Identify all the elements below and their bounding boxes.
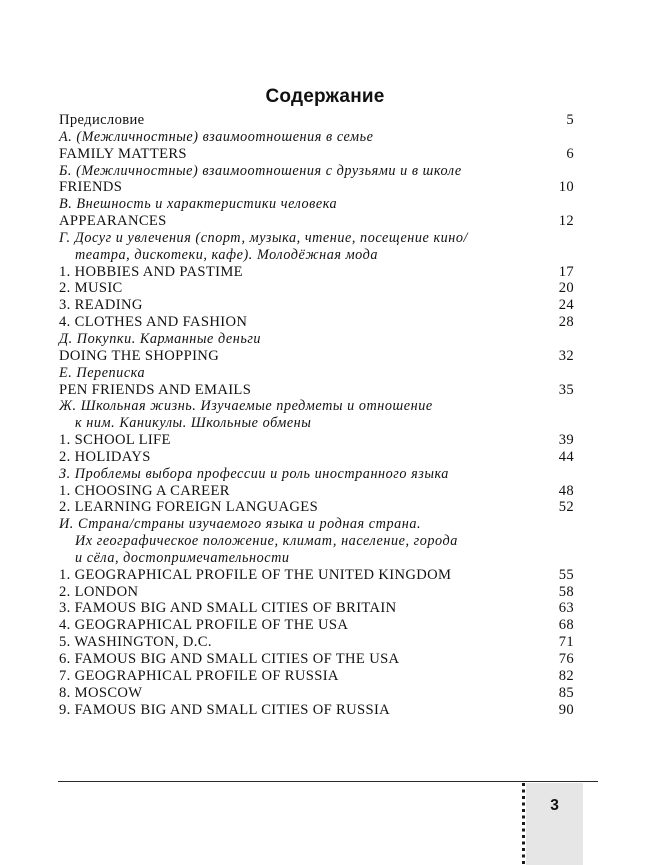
toc-entry-page-number: 32	[558, 347, 574, 364]
toc-entry	[59, 584, 574, 601]
toc-entry-page-number: 39	[558, 432, 574, 449]
toc-entry-label: А. (Межличностные) взаимоотношения в семье	[59, 128, 374, 145]
toc-entry-label: 4. CLOTHES AND FASHION	[59, 314, 248, 331]
toc-entry	[59, 348, 574, 365]
toc-entry-label: Г. Досуг и увлечения (спорт, музыка, чтение, посещение кино/	[59, 229, 469, 246]
toc-entry-label: Е. Переписка	[59, 364, 146, 381]
toc-entry	[59, 297, 574, 314]
toc-entry-label: Их географическое положение, климат, население, города	[75, 533, 458, 550]
page-number: 3	[550, 797, 559, 814]
toc-entry	[59, 466, 574, 483]
toc-entry-label: 9. FAMOUS BIG AND SMALL CITIES OF RUSSIA	[59, 701, 391, 718]
toc-entry-label: APPEARANCES	[59, 213, 167, 230]
toc-entry-page-number: 10	[558, 179, 574, 196]
toc-entry-label: FAMILY MATTERS	[59, 145, 187, 162]
toc-entry	[59, 264, 574, 281]
toc-entry-label: 1. SCHOOL LIFE	[59, 432, 171, 449]
toc-entry-page-number: 63	[558, 600, 574, 617]
toc-entry-label: Предисловие	[59, 112, 145, 128]
toc-entry	[59, 179, 574, 196]
toc-entry-label: 2. HOLIDAYS	[59, 448, 151, 465]
toc-entry-label: 7. GEOGRAPHICAL PROFILE OF RUSSIA	[59, 667, 339, 684]
toc-entry-label: 1. HOBBIES AND PASTIME	[59, 263, 243, 280]
toc-entry-page-number: 85	[558, 684, 574, 701]
toc-entry-page-number: 55	[558, 566, 574, 583]
toc-entry-label: 3. FAMOUS BIG AND SMALL CITIES OF BRITAIN	[59, 600, 397, 617]
dotted-line-decoration	[522, 783, 525, 865]
toc-entry	[59, 449, 574, 466]
toc-entry-label: Д. Покупки. Карманные деньги	[59, 330, 262, 347]
toc-entry-page-number: 17	[558, 263, 574, 280]
toc-entry-page-number: 28	[558, 314, 574, 331]
toc-entry-label: 3. READING	[59, 297, 143, 314]
toc-entry-page-number: 5	[566, 112, 574, 128]
toc-entry-label: 6. FAMOUS BIG AND SMALL CITIES OF THE USA	[59, 651, 400, 667]
toc-entry	[59, 146, 574, 163]
toc-entry	[59, 398, 574, 415]
toc-entry-label: театра, дискотеки, кафе). Молодёжная мода	[75, 246, 379, 263]
toc-entry-label: 8. MOSCOW	[59, 684, 143, 701]
page-title: Содержание	[265, 86, 385, 107]
toc-entry	[59, 112, 574, 129]
toc-entry	[59, 668, 574, 685]
table-of-contents-list	[59, 112, 574, 718]
toc-entry	[59, 533, 574, 550]
toc-entry-label: Б. (Межличностные) взаимоотношения с друзьями и в школе	[59, 162, 462, 179]
toc-entry	[59, 230, 574, 247]
toc-entry	[59, 129, 574, 146]
toc-entry-page-number: 52	[558, 499, 574, 516]
toc-entry-page-number: 20	[558, 280, 574, 297]
toc-entry	[59, 617, 574, 634]
toc-entry	[59, 382, 574, 399]
toc-entry-label: 2. MUSIC	[59, 280, 123, 297]
toc-entry-page-number: 90	[558, 701, 574, 718]
toc-entry-label: З. Проблемы выбора профессии и роль иностранного языка	[59, 465, 449, 482]
toc-entry	[59, 432, 574, 449]
toc-entry-label: 5. WASHINGTON, D.C.	[59, 634, 212, 651]
toc-entry	[59, 516, 574, 533]
toc-entry-label: 4. GEOGRAPHICAL PROFILE OF THE USA	[59, 617, 349, 634]
toc-entry-label: 1. GEOGRAPHICAL PROFILE OF THE UNITED KINGDOM	[59, 566, 452, 583]
toc-entry	[59, 314, 574, 331]
toc-entry	[59, 550, 574, 567]
toc-entry-page-number: 82	[558, 667, 574, 684]
toc-entry	[59, 702, 574, 719]
toc-entry	[59, 163, 574, 180]
toc-entry	[59, 365, 574, 382]
toc-entry-page-number: 35	[558, 381, 574, 398]
toc-entry-page-number: 76	[558, 651, 574, 667]
toc-entry	[59, 634, 574, 651]
toc-entry-label: FRIENDS	[59, 179, 123, 196]
toc-entry	[59, 247, 574, 264]
toc-entry	[59, 499, 574, 516]
toc-entry-page-number: 24	[558, 297, 574, 314]
toc-entry-label: И. Страна/страны изучаемого языка и родная страна.	[59, 516, 422, 533]
toc-entry	[59, 196, 574, 213]
toc-entry-label: 2. LONDON	[59, 583, 139, 600]
toc-entry-page-number: 68	[558, 617, 574, 634]
toc-entry-label: DOING THE SHOPPING	[59, 347, 220, 364]
toc-entry-label: и сёла, достопримечательности	[75, 549, 290, 566]
toc-entry	[59, 651, 574, 668]
toc-entry	[59, 567, 574, 584]
toc-entry	[59, 483, 574, 500]
footer-divider	[58, 781, 598, 782]
toc-entry-page-number: 44	[558, 448, 574, 465]
toc-entry-label: к ним. Каникулы. Школьные обмены	[75, 415, 312, 432]
toc-entry-page-number: 58	[558, 583, 574, 600]
toc-entry	[59, 213, 574, 230]
toc-entry	[59, 331, 574, 348]
toc-entry-label: В. Внешность и характеристики человека	[59, 196, 338, 213]
toc-entry-label: 2. LEARNING FOREIGN LANGUAGES	[59, 499, 319, 516]
toc-entry	[59, 280, 574, 297]
toc-entry	[59, 600, 574, 617]
toc-entry-label: 1. CHOOSING A CAREER	[59, 482, 230, 499]
toc-entry-label: PEN FRIENDS AND EMAILS	[59, 381, 252, 398]
toc-entry-page-number: 71	[558, 634, 574, 651]
toc-entry	[59, 415, 574, 432]
toc-entry-label: Ж. Школьная жизнь. Изучаемые предметы и отношение	[59, 398, 433, 415]
toc-entry-page-number: 48	[558, 482, 574, 499]
toc-entry-page-number: 12	[558, 213, 574, 230]
toc-entry	[59, 685, 574, 702]
toc-entry-page-number: 6	[566, 145, 574, 162]
footer-gray-block	[526, 783, 583, 865]
